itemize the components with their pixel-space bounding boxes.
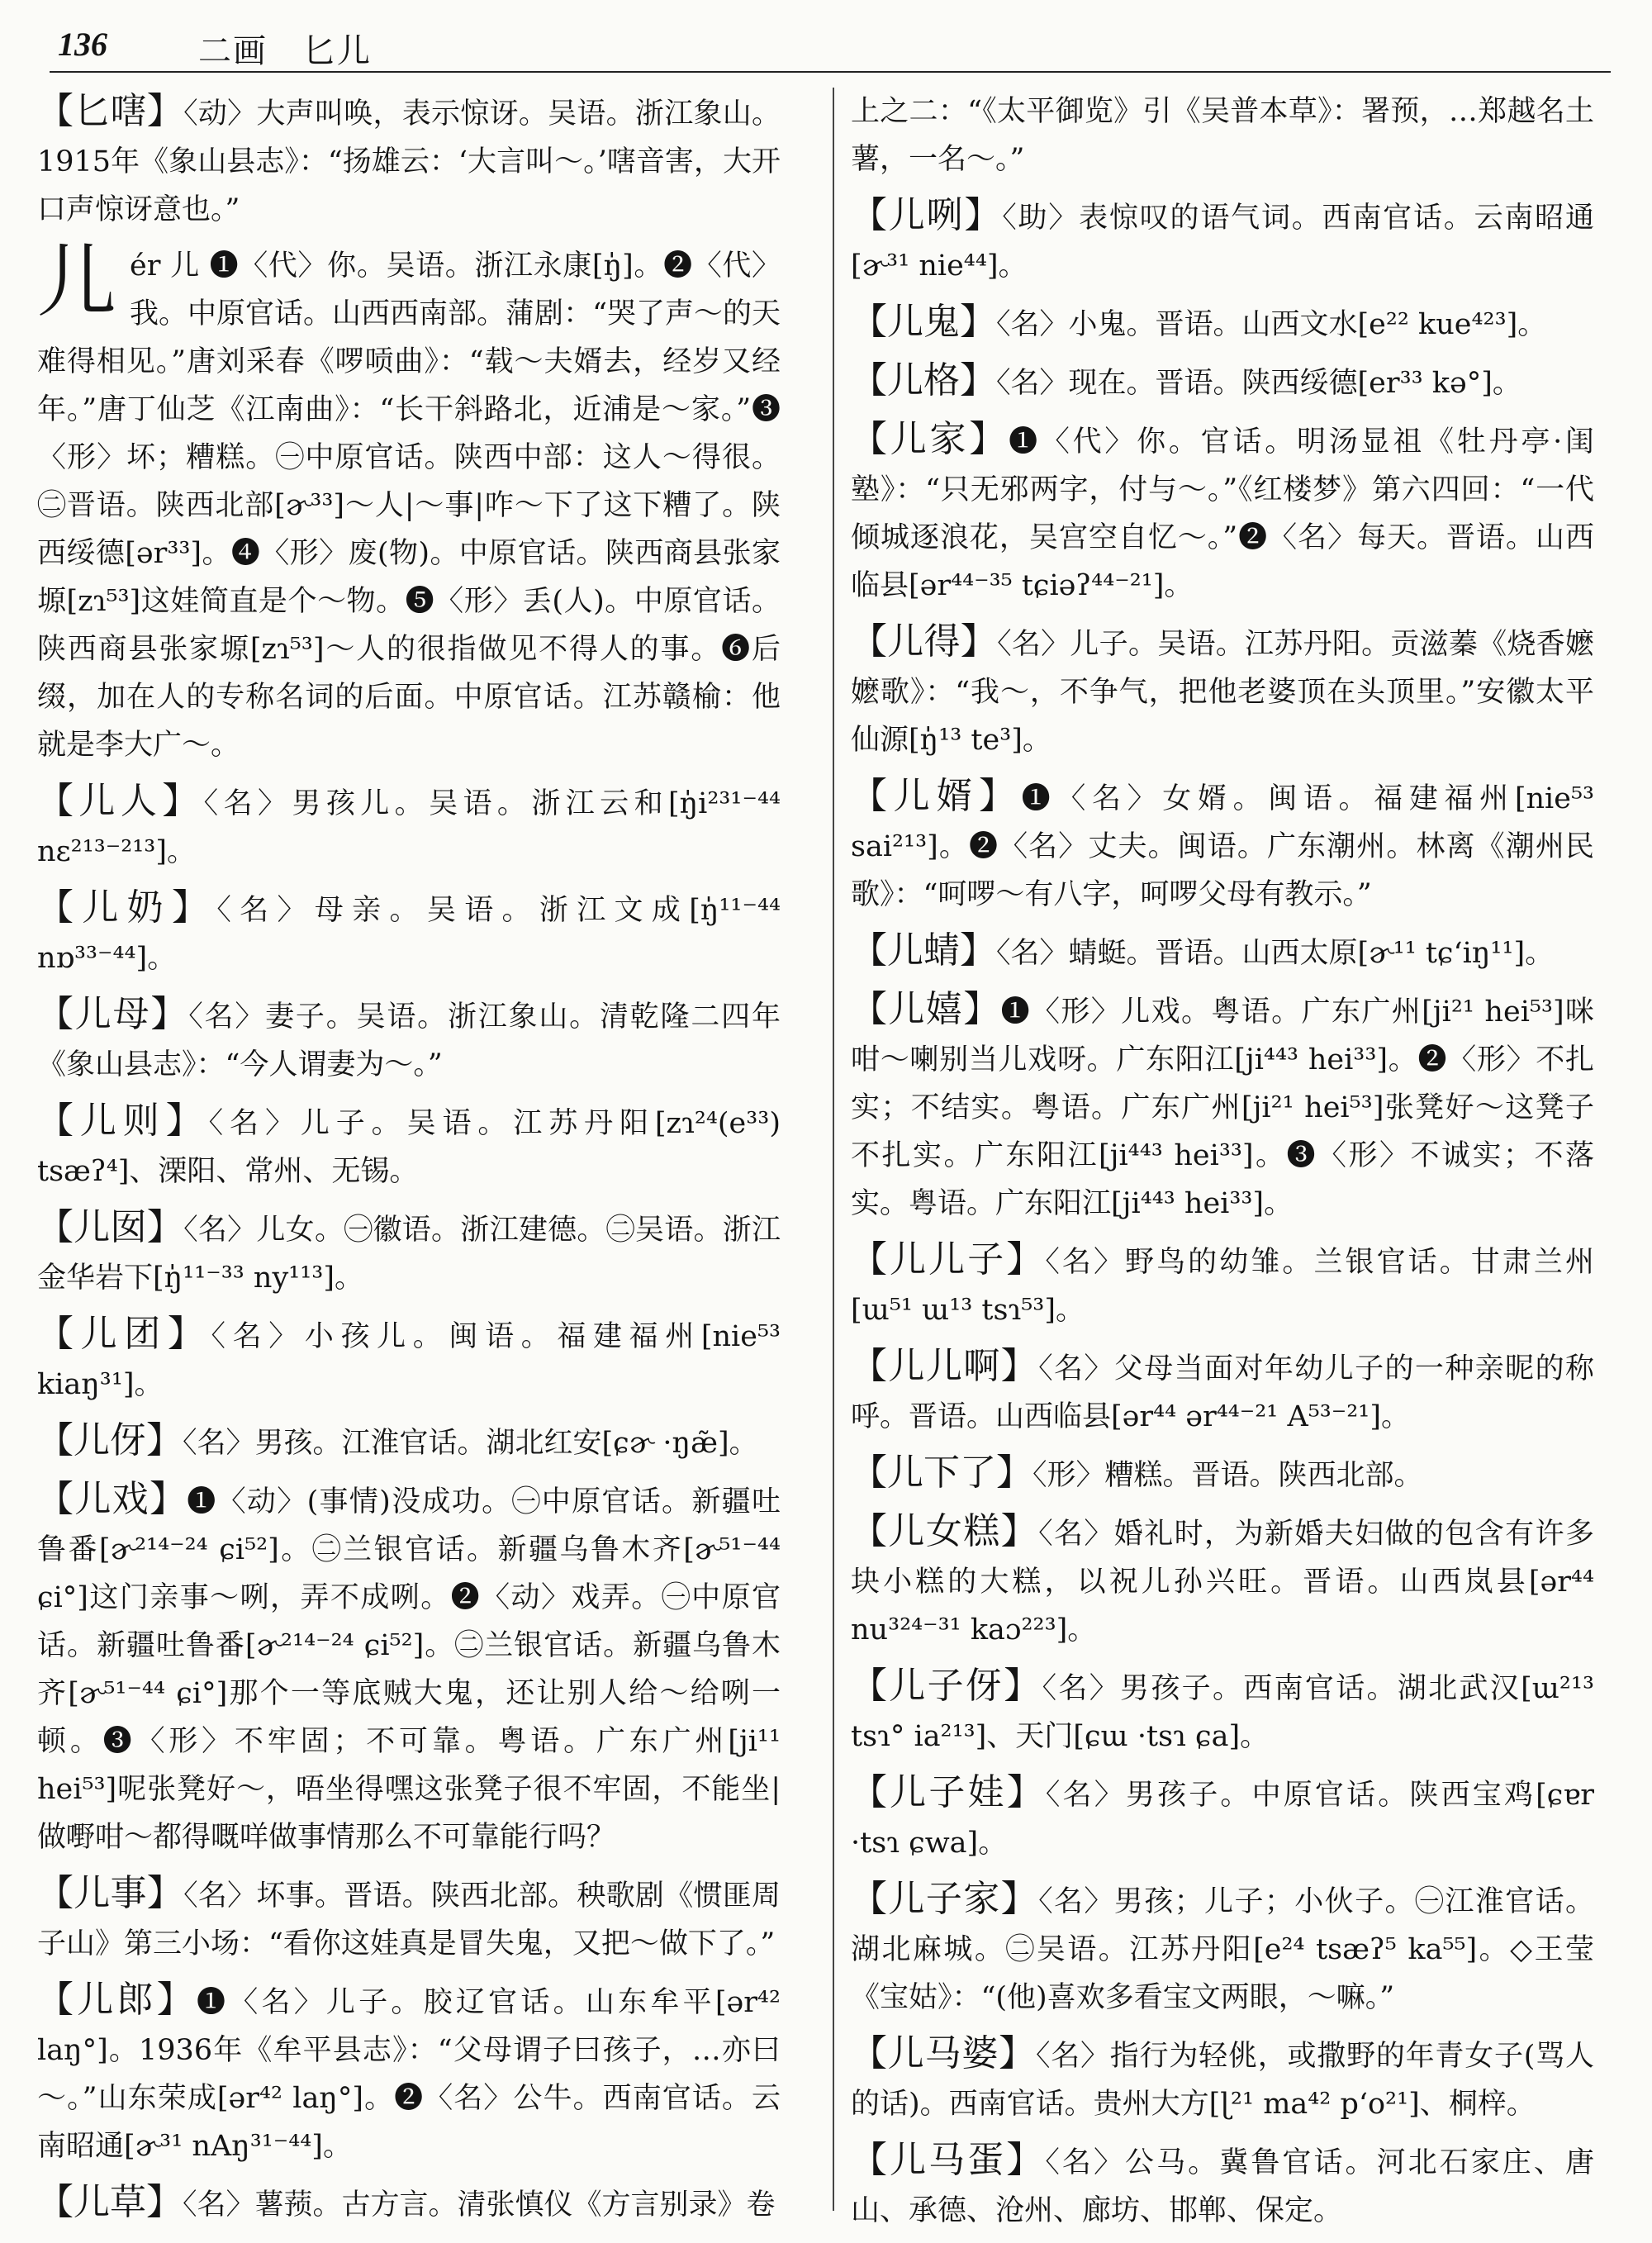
entry-definition: 〈名〉小孩儿。闽语。福建福州[nie⁵³ kiaŋ³¹]。 [37,1320,781,1401]
dictionary-entry [851,192,1594,290]
entry-headword: 【儿格】 [851,359,996,402]
dictionary-entry [851,357,1594,407]
entry-headword: 【儿子娃】 [851,1771,1046,1813]
entry-definition: 〈名〉公马。冀鲁官话。河北石家庄、唐山、承德、沧州、廊坊、邯郸、保定。 [851,2146,1594,2227]
entry-headword: 【儿郎】 [37,1979,197,2021]
dictionary-entry [851,927,1594,977]
entry-headword: 【儿则】 [37,1100,209,1142]
entry-definition: 〈名〉野鸟的幼雏。兰银官话。甘肃兰州[ɯ⁵¹ ɯ¹³ tsɿ⁵³]。 [851,1246,1594,1327]
dictionary-entry-main [37,235,781,769]
entry-headword: 【儿马婆】 [851,2032,1036,2074]
entry-definition: 〈名〉坏事。晋语。陕西北部。秧歌剧《惯匪周子山》第三小场：“看你这娃真是冒失鬼，又把～做下了。” [37,1879,781,1960]
dictionary-entry [851,1508,1594,1654]
dictionary-entry [851,2030,1594,2128]
entry-headword: 【儿嬉】 [851,988,1001,1030]
entry-headword: 【儿儿子】 [851,1238,1046,1281]
dictionary-entry [37,777,781,876]
page-header [50,25,1619,73]
entry-headword: 【儿团】 [37,1313,211,1355]
entry-definition: 〈动〉大声叫唤，表示惊讶。吴语。浙江象山。1915年《象山县志》：“扬雄云：‘大言叫～。’嗐音害，大开口声惊讶意也。” [37,97,781,226]
page-number: 136 [58,26,107,63]
entry-headword: 【儿得】 [851,620,998,663]
entry-headword: 【儿草】 [37,2181,183,2223]
dictionary-entry [851,1769,1594,1867]
entry-definition: ❶〈代〉你。官话。明汤显祖《牡丹亭·闺塾》：“只无邪两字，付与～。”《红楼梦》第六四回：“一代倾城逐浪花，吴宫空自忆～。”❷〈名〉每天。晋语。山西临县[ər⁴⁴⁻³⁵ tɕiəʔ⁴⁴⁻²¹]。 [851,425,1594,602]
entry-headword: 【儿人】 [37,780,204,822]
main-headword: 儿 [37,235,116,328]
entry-headword: 【儿家】 [851,418,1009,460]
left-column [37,88,781,2237]
entry-definition: 〈助〉表惊叹的语气词。西南官话。云南昭通[ɚ³¹ nie⁴⁴]。 [851,202,1594,283]
entry-definition: 〈名〉儿子。吴语。江苏丹阳[zɿ²⁴(e³³) tsæʔ⁴]、溧阳、常州、无锡。 [37,1107,781,1188]
dictionary-entry [37,1097,781,1195]
entry-definition: 〈名〉儿子。吴语。江苏丹阳。贡滋蓁《烧香嬷嬷歌》：“我～，不争气，把他老婆顶在头顶里。”安徽太平仙源[ŋ̍¹³ te³]。 [851,628,1594,757]
entry-headword: 【儿事】 [37,1872,184,1914]
entry-headword: 【儿鬼】 [851,301,996,343]
entry-headword: 【儿伢】 [37,1419,183,1461]
entry-headword: 【儿子家】 [851,1878,1039,1920]
dictionary-entry [851,1662,1594,1761]
dictionary-entry [851,618,1594,764]
entry-headword: 【儿下了】 [851,1452,1032,1494]
entry-definition: ❶〈名〉女婿。闽语。福建福州[nie⁵³ sai²¹³]。❷〈名〉丈夫。闽语。广东潮州。林离《潮州民歌》：“呵啰～有八字，呵啰父母有教示。” [851,782,1595,911]
entry-definition: 上之二：“《太平御览》引《吴普本草》：署预，…郑越名土薯，一名～。” [851,95,1594,176]
dictionary-entry [851,1875,1594,2022]
entry-headword: 【匕嗐】 [37,90,184,132]
entry-definition: 〈名〉男孩；儿子；小伙子。㊀江淮官话。湖北麻城。㊁吴语。江苏丹阳[e²⁴ tsæʔ⁵ ka⁵⁵]。◇王莹《宝姑》：“(他)喜欢多看宝文两眼，～嘛。” [851,1885,1594,2014]
dictionary-entry [851,1449,1594,1499]
dictionary-entry [37,88,781,234]
running-title: 二画 匕儿 [198,32,372,70]
dictionary-entry [851,416,1594,610]
entry-headword: 【儿婿】 [851,775,1022,817]
entry-headword: 【儿母】 [37,993,189,1035]
dictionary-entry [37,991,781,1089]
dictionary-entry [37,1870,781,1968]
entry-headword: 【儿囡】 [37,1206,184,1248]
entry-definition: ❶〈动〉(事情)没成功。㊀中原官话。新疆吐鲁番[ɚ²¹⁴⁻²⁴ ɕi⁵²]。㊁兰银官话。新疆乌鲁木齐[ɚ⁵¹⁻⁴⁴ ɕi°]这门亲事～咧，弄不成咧。❷〈动〉戏弄。㊀中原官话。新疆吐鲁番[ɚ²¹⁴⁻²⁴ ɕi⁵²]。㊁兰银官话。新疆乌鲁木齐[ɚ⁵¹⁻⁴⁴ ɕi°]那个一等底贼大鬼，还让别人给～给咧一顿。❸〈形〉不牢固；不可靠。粤语。广东广州[ji¹¹ hei⁵³]呢张凳好～，唔坐得嘿这张凳子很不牢固，不能坐|做嘢咁～都得嘅咩做事情那么不可靠能行吗？ [37,1485,781,1854]
entry-definition: 〈形〉糟糕。晋语。陕西北部。 [1032,1459,1423,1492]
entry-definition: 〈名〉现在。晋语。陕西绥德[er³³ kə°]。 [996,367,1521,400]
column-divider [833,88,834,2211]
dictionary-entry [37,884,781,982]
dictionary-entry [37,1476,781,1861]
dictionary-entry [851,298,1594,349]
entry-definition: 〈名〉薯蓣。古方言。清张慎仪《方言别录》卷 [183,2188,776,2222]
entry-headword: 【儿子伢】 [851,1665,1042,1707]
dictionary-entry [37,1976,781,2170]
entry-definition: 〈名〉儿女。㊀徽语。浙江建德。㊁吴语。浙江金华岩下[ŋ̍¹¹⁻³³ ny¹¹³]。 [37,1214,781,1295]
entry-definition: ❶〈形〉儿戏。粤语。广东广州[ji²¹ hei⁵³]咪咁～喇别当儿戏呀。广东阳江[ji⁴⁴³ hei³³]。❷〈形〉不扎实；不结实。粤语。广东广州[ji²¹ hei⁵³]张凳好～这凳子不扎实。广东阳江[ji⁴⁴³ hei³³]。❸〈形〉不诚实；不落实。粤语。广东阳江[ji⁴⁴³ hei³³]。 [851,996,1594,1220]
entry-definition: 〈名〉父母当面对年幼儿子的一种亲昵的称呼。晋语。山西临县[ər⁴⁴ ər⁴⁴⁻²¹ A⁵³⁻²¹]。 [851,1352,1594,1433]
entry-definition: 〈名〉男孩儿。吴语。浙江云和[ŋ̍i²³¹⁻⁴⁴ nɛ²¹³⁻²¹³]。 [37,787,781,868]
dictionary-entry-continued [851,88,1594,183]
entry-headword: 【儿女糕】 [851,1510,1039,1552]
dictionary-entry [851,986,1594,1228]
entry-definition: 〈名〉男孩。江淮官话。湖北红安[ɕɚ ·ŋæ̃]。 [183,1427,758,1460]
entry-definition: 〈名〉男孩子。中原官话。陕西宝鸡[ɕɐr ·tsɿ ɕwa]。 [851,1779,1595,1860]
entry-headword: 【儿戏】 [37,1478,188,1520]
header-rule [50,71,1611,73]
entry-definition: 〈名〉母亲。吴语。浙江文成[ŋ̍¹¹⁻⁴⁴ nɒ³³⁻⁴⁴]。 [37,894,781,975]
entry-headword: 【儿蜻】 [851,929,996,972]
dictionary-entry [851,1342,1594,1441]
entry-definition: ❶〈名〉儿子。胶辽官话。山东牟平[ər⁴² laŋ°]。1936年《牟平县志》：“父母谓子曰孩子，…亦曰～。”山东荣成[ər⁴² laŋ°]。❷〈名〉公牛。西南官话。云南昭通[ɚ³¹ nAŋ³¹⁻⁴⁴]。 [37,1986,781,2163]
entry-definition: 〈名〉指行为轻佻，或撒野的年青女子(骂人的话)。西南官话。贵州大方[ɭ²¹ ma⁴² pʻo²¹]、桐梓。 [851,2040,1594,2121]
dictionary-entry [851,772,1594,919]
entry-definition: 〈名〉男孩子。西南官话。湖北武汉[ɯ²¹³ tsɿ° ia²¹³]、天门[ɕɯ ·tsɿ ɕa]。 [851,1672,1594,1753]
right-column [851,88,1594,2243]
dictionary-entry [37,1204,781,1302]
entry-headword: 【儿马蛋】 [851,2139,1046,2181]
entry-definition: 〈名〉小鬼。晋语。山西文水[e²² kue⁴²³]。 [996,308,1547,341]
dictionary-entry [851,1236,1594,1334]
dictionary-entry [37,2179,781,2229]
dictionary-entry [37,1417,781,1467]
entry-definition: ér 儿 ❶〈代〉你。吴语。浙江永康[ŋ̍]。❷〈代〉我。中原官话。山西西南部。蒲剧：“哭了声～的天难得相见。”唐刘采春《啰唝曲》：“载～夫婿去，经岁又经年。”唐丁仙芝《江南曲》：“长干斜路北，近浦是～家。”❸〈形〉坏；糟糕。㊀中原官话。陕西中部：这人～得很。㊁晋语。陕西北部[ɚ³³]～人|～事|咋～下了这下糟了。陕西绥德[ər³³]。❹〈形〉废(物)。中原官话。陕西商县张家塬[zɿ⁵³]这娃简直是个～物。❺〈形〉丢(人)。中原官话。陕西商县张家塬[zɿ⁵³]～人的很指做见不得人的事。❻后缀，加在人的专称名词的后面。中原官话。江苏赣榆：他就是李大广～。 [37,249,781,762]
dictionary-entry [37,1310,781,1409]
dictionary-entry [851,2136,1594,2235]
entry-headword: 【儿儿啊】 [851,1345,1039,1387]
entry-definition: 〈名〉蜻蜓。晋语。山西太原[ɚ¹¹ tɕʻiŋ¹¹]。 [996,937,1555,970]
entry-headword: 【儿奶】 [37,886,217,929]
entry-definition: 〈名〉婚礼时，为新婚夫妇做的包含有许多块小糕的大糕，以祝儿孙兴旺。晋语。山西岚县[ər⁴⁴ nu³²⁴⁻³¹ kaɔ²²³]。 [851,1518,1594,1647]
entry-definition: 〈名〉妻子。吴语。浙江象山。清乾隆二四年《象山县志》：“今人谓妻为～。” [37,1000,781,1081]
entry-headword: 【儿咧】 [851,194,1003,236]
